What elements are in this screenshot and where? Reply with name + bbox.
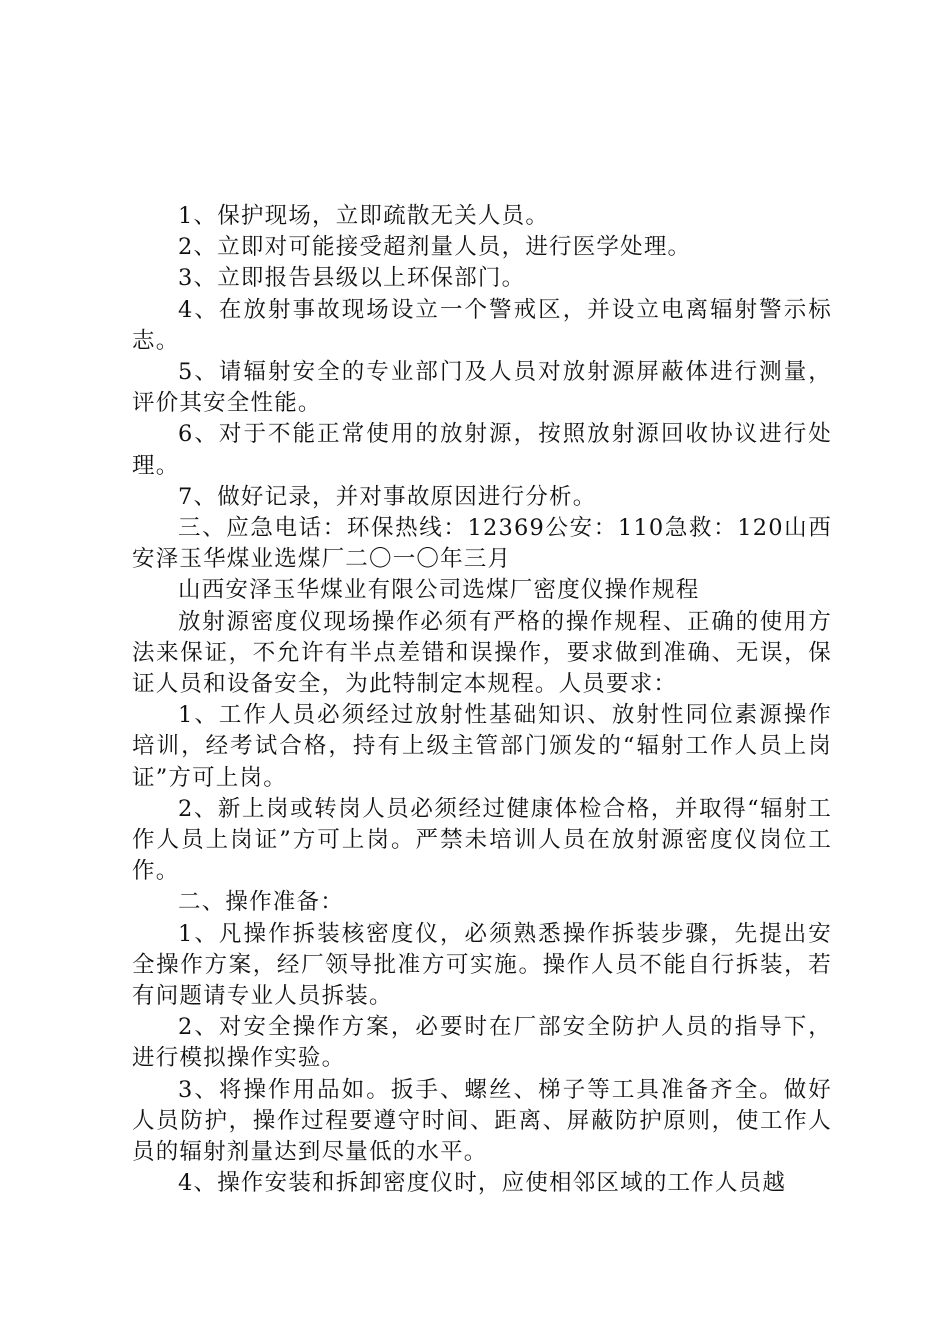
section-title-operating-rules: 山西安泽玉华煤业有限公司选煤厂密度仪操作规程	[178, 577, 700, 604]
paragraph-preparation-3: 3、将操作用品如。扳手、螺丝、梯子等工具准备齐全。做好人员防护，操作过程要遵守时间、距离、屏蔽防护原则，使工作人员的辐射剂量达到尽量低的水平。	[132, 1076, 832, 1166]
heading-operation-preparation: 二、操作准备：	[178, 889, 344, 916]
paragraph-emergency-step-2: 2、立即对可能接受超剂量人员，进行医学处理。	[178, 234, 692, 261]
paragraph-preparation-4: 4、操作安装和拆卸密度仪时，应使相邻区域的工作人员越	[178, 1170, 787, 1197]
paragraph-preparation-2: 2、对安全操作方案，必要时在厂部安全防护人员的指导下，进行模拟操作实验。	[132, 1014, 832, 1072]
paragraph-emergency-step-1: 1、保护现场，立即疏散无关人员。	[178, 203, 550, 229]
paragraph-rules-intro: 放射源密度仪现场操作必须有严格的操作规程、正确的使用方法来保证，不允许有半点差错和误操作，要求做到准确、无误，保证人员和设备安全，为此特制定本规程。人员要求：	[132, 608, 832, 698]
paragraph-emergency-step-4: 4、在放射事故现场设立一个警戒区，并设立电离辐射警示标志。	[132, 296, 832, 354]
paragraph-emergency-step-5: 5、请辐射安全的专业部门及人员对放射源屏蔽体进行测量，评价其安全性能。	[132, 359, 832, 417]
paragraph-emergency-step-7: 7、做好记录，并对事故原因进行分析。	[178, 483, 597, 510]
paragraph-preparation-1: 1、凡操作拆装核密度仪，必须熟悉操作拆装步骤，先提出安全操作方案，经厂领导批准方可实施。操作人员不能自行拆装，若有问题请专业人员拆装。	[132, 920, 832, 1010]
paragraph-staff-requirement-1: 1、工作人员必须经过放射性基础知识、放射性同位素源操作培训，经考试合格，持有上级主管部门颁发的“辐射工作人员上岗证”方可上岗。	[132, 702, 832, 791]
paragraph-emergency-phones: 三、应急电话：环保热线：12369公安：110急救：120山西安泽玉华煤业选煤厂二〇一〇年三月	[132, 515, 832, 573]
paragraph-emergency-step-6: 6、对于不能正常使用的放射源，按照放射源回收协议进行处理。	[132, 421, 832, 479]
paragraph-emergency-step-3: 3、立即报告县级以上环保部门。	[178, 265, 526, 292]
paragraph-staff-requirement-2: 2、新上岗或转岗人员必须经过健康体检合格，并取得“辐射工作人员上岗证”方可上岗。严禁未培训人员在放射源密度仪岗位工作。	[132, 795, 832, 885]
document-body	[132, 201, 832, 1200]
